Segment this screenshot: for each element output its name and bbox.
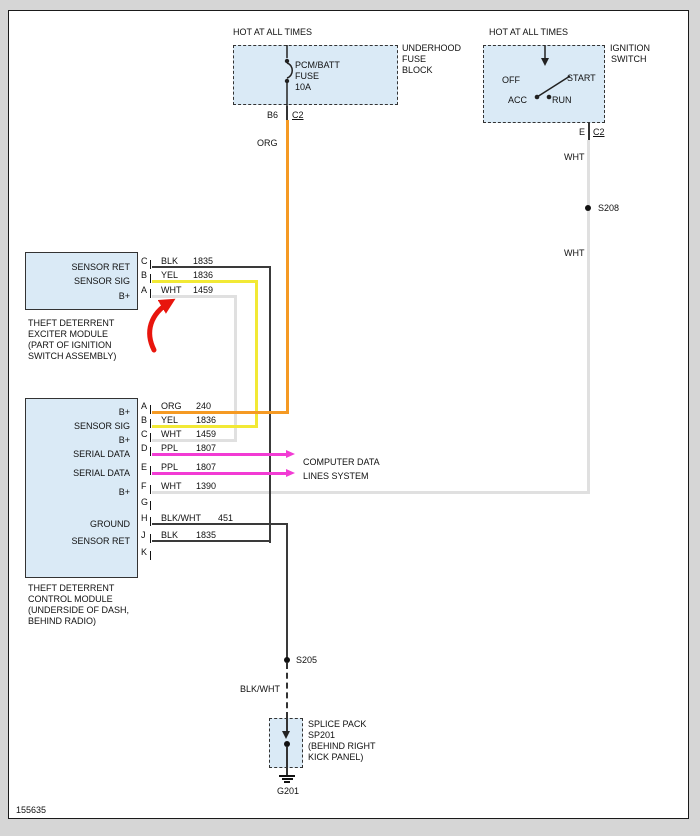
ground-symbol-bar2 [282,778,293,780]
exciter-wire-color-c: BLK [161,256,179,266]
control-pin-letter-a: A [141,401,148,411]
control-wire-color-c: WHT [161,429,182,439]
exciter-wire-color-b: YEL [161,270,179,280]
splice-pack-dot [284,741,290,747]
wire-org-240-vertical [286,120,289,414]
control-wire-circuit-h: 451 [218,513,234,523]
control-pin-tick-b [150,419,151,428]
exciter-pin-letter-b: B [141,270,148,280]
wire-yel-1836-vertical [255,280,258,428]
ground-symbol-bar1 [279,775,295,777]
serial-data-arrow-d [286,450,295,458]
wire-ppl-1807-d [152,453,286,456]
exciter-caption-line3: (PART OF IGNITION [28,340,112,350]
splice-pack-wire-bottom [286,747,288,768]
control-pin-label-c: B+ [118,435,130,445]
fuse-name-label: PCM/BATT [295,60,340,70]
computer-data-label-line1: COMPUTER DATA [303,457,380,467]
exciter-pin-letter-c: C [141,256,148,266]
splice-pack-label-line4: KICK PANEL) [308,752,364,762]
splice-s205-label: S205 [296,655,318,665]
control-wire-circuit-d: 1807 [196,443,217,453]
control-caption-line3: (UNDERSIDE OF DASH, [28,605,130,615]
control-pin-tick-f [150,485,151,494]
wire-blk-1835-exciter [152,266,271,268]
ignition-pos-off: OFF [502,75,520,85]
exciter-pin-letter-a: A [141,285,148,295]
control-pin-tick-k [150,551,151,560]
control-wire-circuit-e: 1807 [196,462,217,472]
control-pin-label-j: SENSOR RET [71,536,130,546]
exciter-wire-circuit-a: 1459 [193,285,214,295]
fuse-rating-label: 10A [295,82,312,92]
exciter-pin-tick-c [150,260,151,269]
wire-blkwht-451-horizontal [152,523,288,525]
wire-ignition-stub [588,123,590,141]
control-wire-circuit-f: 1390 [196,481,217,491]
splice-pack-label-line3: (BEHIND RIGHT [308,741,376,751]
control-wire-color-b: YEL [161,415,179,425]
hot-at-all-times-label-right: HOT AT ALL TIMES [489,27,569,37]
control-pin-letter-f: F [141,481,147,491]
exciter-wire-circuit-c: 1835 [193,256,214,266]
computer-data-label-line2: LINES SYSTEM [303,471,369,481]
wire-yel-1836-exciter [152,280,257,283]
control-pin-letter-g: G [141,497,149,507]
control-pin-letter-e: E [141,462,148,472]
fuse-word-label: FUSE [295,71,320,81]
ignition-switch-name-line2: SWITCH [611,54,647,64]
control-wire-color-h: BLK/WHT [161,513,202,523]
wire-wht-1390-horizontal [152,491,590,494]
control-pin-label-f: B+ [118,487,130,497]
exciter-caption-line4: SWITCH ASSEMBLY) [28,351,117,361]
wire-blk-1835-control [152,540,271,542]
exciter-pin-label-sensor-ret: SENSOR RET [71,262,130,272]
exciter-wire-color-a: WHT [161,285,182,295]
blkwht-wire-label: BLK/WHT [240,684,281,694]
ignition-pos-acc: ACC [508,95,528,105]
control-pin-label-a: B+ [118,407,130,417]
ignition-switch-name-line1: IGNITION [610,43,650,53]
control-wire-color-a: ORG [161,401,182,411]
control-pin-label-e: SERIAL DATA [73,468,130,478]
ignition-pin-id: E [579,127,586,137]
exciter-pin-label-sensor-sig: SENSOR SIG [73,276,130,286]
control-wire-color-d: PPL [161,443,179,453]
wire-org-240-horizontal [152,411,289,414]
figure-number: 155635 [16,805,47,815]
control-pin-tick-g [150,501,151,510]
control-wire-color-e: PPL [161,462,179,472]
control-pin-tick-a [150,405,151,414]
control-pin-letter-d: D [141,443,148,453]
ignition-pos-start: START [567,73,596,83]
ignition-connector-id: C2 [593,127,605,137]
fuse-block-name-line2: FUSE [402,54,427,64]
exciter-caption-line1: THEFT DETERRENT [28,318,115,328]
control-pin-tick-h [150,517,151,526]
control-wire-circuit-c: 1459 [196,429,217,439]
control-caption-line1: THEFT DETERRENT [28,583,115,593]
exciter-pin-tick-b [150,274,151,283]
control-pin-letter-c: C [141,429,148,439]
control-pin-letter-k: K [141,547,148,557]
fuse-connector-id: C2 [292,110,304,120]
wht-wire-label-upper: WHT [564,152,585,162]
wire-wht-ignition-vertical [587,140,590,494]
control-caption-line2: CONTROL MODULE [28,594,113,604]
splice-pack-label-line2: SP201 [308,730,336,740]
fuse-symbol [279,45,295,106]
fuse-block-name-line3: BLOCK [402,65,433,75]
wire-to-ground [286,768,288,775]
control-caption-line4: BEHIND RADIO) [28,616,97,626]
control-pin-label-h: GROUND [90,519,130,529]
control-wire-circuit-a: 240 [196,401,212,411]
hot-at-all-times-label-left: HOT AT ALL TIMES [233,27,313,37]
splice-pack-label-line1: SPLICE PACK [308,719,367,729]
control-wire-color-j: BLK [161,530,179,540]
control-pin-tick-e [150,466,151,475]
wht-wire-label-lower: WHT [564,248,585,258]
wire-wht-1459-control [152,439,237,442]
fuse-block-name-line1: UNDERHOOD [402,43,462,53]
ground-g201-label: G201 [277,786,300,796]
wire-ppl-1807-e [152,472,286,475]
wire-blk-1835-vertical [269,266,271,543]
control-pin-letter-h: H [141,513,148,523]
splice-s208-label: S208 [598,203,620,213]
control-wire-circuit-j: 1835 [196,530,217,540]
ground-symbol-bar3 [284,781,290,783]
red-annotation-arrow [138,292,193,357]
control-pin-tick-j [150,534,151,543]
control-pin-letter-b: B [141,415,148,425]
wire-blkwht-dashed [286,663,288,718]
wire-wht-1459-vertical [234,295,237,442]
wire-yel-1836-control [152,425,258,428]
exciter-pin-label-bplus: B+ [118,291,130,301]
control-pin-label-b: SENSOR SIG [73,421,130,431]
control-pin-tick-c [150,433,151,442]
ignition-pos-run: RUN [552,95,572,105]
wire-blkwht-451-vertical [286,523,288,660]
org-wire-label: ORG [257,138,278,148]
fuse-pin-id: B6 [267,110,279,120]
serial-data-arrow-e [286,469,295,477]
control-pin-letter-j: J [141,530,146,540]
splice-s208-dot [585,205,591,211]
control-wire-color-f: WHT [161,481,182,491]
splice-pack-down-arrow [282,731,290,739]
splice-s205-dot [284,657,290,663]
control-pin-label-d: SERIAL DATA [73,449,130,459]
exciter-caption-line2: EXCITER MODULE [28,329,109,339]
control-wire-circuit-b: 1836 [196,415,217,425]
control-pin-tick-d [150,447,151,456]
exciter-wire-circuit-b: 1836 [193,270,214,280]
splice-pack-wire-top [286,718,288,731]
